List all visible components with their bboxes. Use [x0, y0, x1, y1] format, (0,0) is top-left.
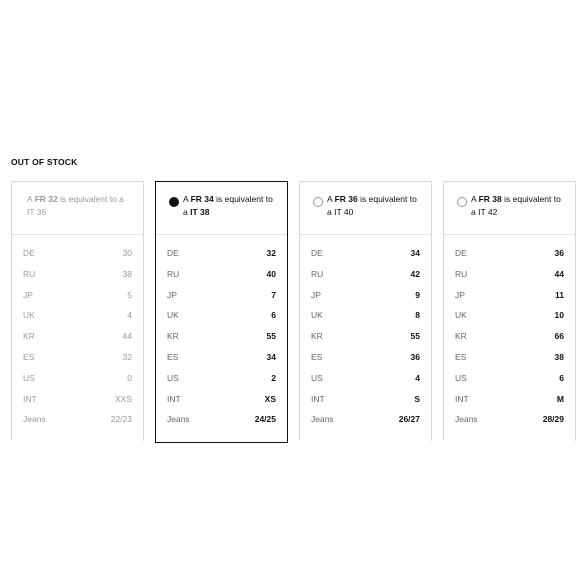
size-conversion-list [156, 244, 287, 431]
size-card-fr32 [11, 181, 144, 441]
equivalence-text: A FR 34 is equivalent to a IT 38 [183, 194, 273, 217]
size-row: ES 36 [311, 351, 420, 362]
size-card-header [156, 182, 287, 235]
size-row: INT S [311, 393, 420, 404]
size-conversion-list [12, 244, 143, 431]
size-row: ES 32 [23, 351, 132, 362]
size-row: JP 11 [455, 289, 564, 300]
size-row: US 2 [167, 372, 276, 383]
size-row: UK 10 [455, 310, 564, 321]
size-row: INT XXS [23, 393, 132, 404]
size-conversion-list [444, 244, 575, 431]
equivalence-text: A FR 36 is equivalent to a IT 40 [327, 194, 417, 217]
equivalence-text: A FR 38 is equivalent to a IT 42 [471, 194, 561, 217]
size-card-header [12, 182, 143, 235]
size-row: UK 8 [311, 310, 420, 321]
size-card-fr38[interactable] [443, 181, 576, 441]
size-conversion-list [300, 244, 431, 431]
radio-unselected-icon[interactable] [313, 197, 323, 207]
size-row: DE 34 [311, 248, 420, 258]
radio-unselected-icon[interactable] [457, 197, 467, 207]
size-row: US 6 [455, 372, 564, 383]
size-row: KR 55 [311, 331, 420, 342]
size-row: US 0 [23, 372, 132, 383]
size-row: KR 66 [455, 331, 564, 342]
size-row: Jeans 28/29 [455, 414, 564, 425]
size-card-header [444, 182, 575, 235]
size-row: KR 44 [23, 331, 132, 342]
size-row: US 4 [311, 372, 420, 383]
size-card-header [300, 182, 431, 235]
size-row: RU 38 [23, 268, 132, 279]
out-of-stock-heading: OUT OF STOCK [11, 157, 78, 167]
size-row: INT XS [167, 393, 276, 404]
size-row: JP 9 [311, 289, 420, 300]
size-row: DE 30 [23, 248, 132, 258]
size-row: DE 32 [167, 248, 276, 258]
size-row: Jeans 22/23 [23, 414, 132, 425]
size-row: ES 38 [455, 351, 564, 362]
size-row: KR 55 [167, 331, 276, 342]
size-row: ES 34 [167, 351, 276, 362]
size-row: RU 40 [167, 268, 276, 279]
size-row: Jeans 24/25 [167, 414, 276, 425]
size-row: JP 7 [167, 289, 276, 300]
size-row: Jeans 26/27 [311, 414, 420, 425]
size-row: RU 44 [455, 268, 564, 279]
size-card-fr36[interactable] [299, 181, 432, 441]
size-row: RU 42 [311, 268, 420, 279]
size-row: DE 36 [455, 248, 564, 258]
size-row: UK 6 [167, 310, 276, 321]
size-row: UK 4 [23, 310, 132, 321]
size-row: JP 5 [23, 289, 132, 300]
radio-selected-icon[interactable] [169, 197, 179, 207]
size-row: INT M [455, 393, 564, 404]
equivalence-text: A FR 32 is equivalent to a IT 36 [27, 194, 124, 217]
size-card-fr34[interactable] [155, 181, 288, 443]
